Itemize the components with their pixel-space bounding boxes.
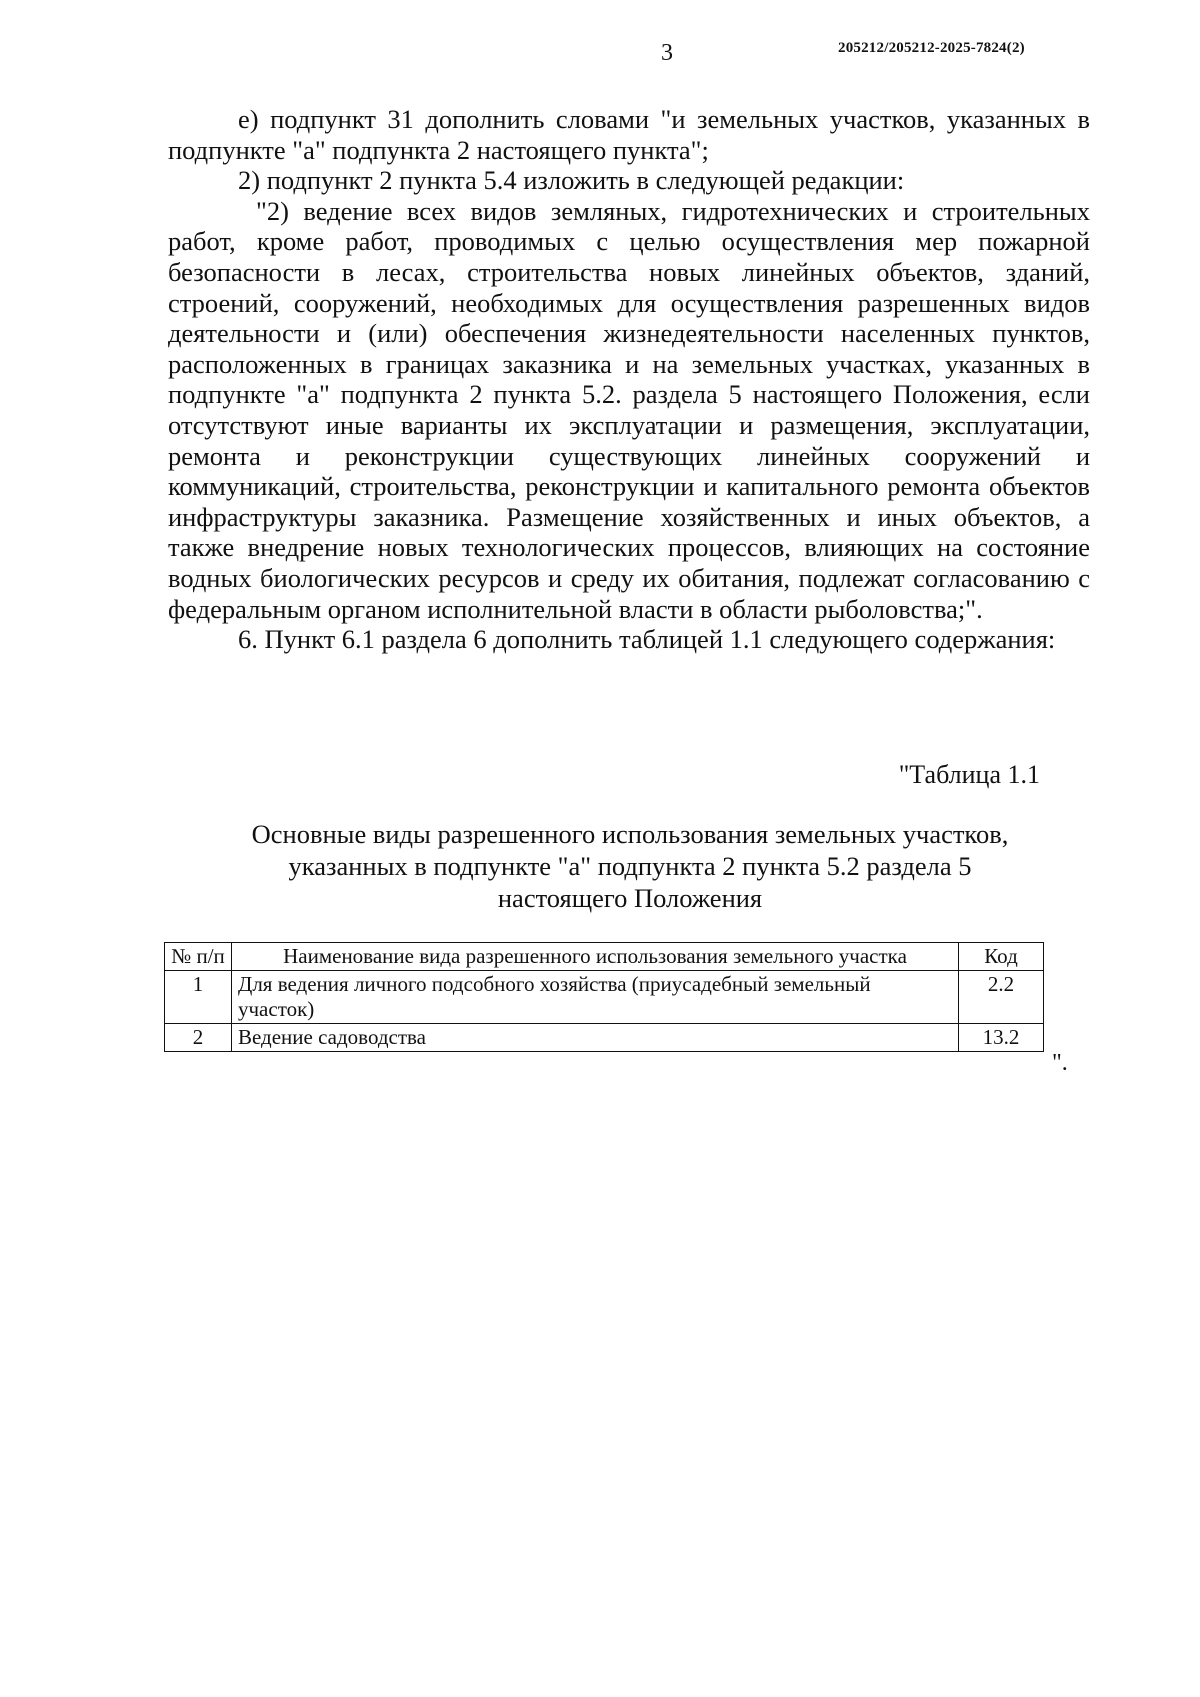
cell-num: 2 xyxy=(165,1024,232,1052)
land-use-table xyxy=(164,942,1044,1052)
table-title-line: Основные виды разрешенного использования земельных участков, xyxy=(251,819,1009,849)
table-label: "Таблица 1.1 xyxy=(898,760,1040,789)
page-number: 3 xyxy=(661,40,673,66)
table-title-line: настоящего Положения xyxy=(497,883,763,913)
document-body xyxy=(168,104,1090,655)
paragraph-item-6: 6. Пункт 6.1 раздела 6 дополнить таблицей 1.1 следующего содержания: xyxy=(238,624,1056,655)
header-name: Наименование вида разрешенного использования земельного участка xyxy=(232,943,959,971)
paragraph-item-2: 2) подпункт 2 пункта 5.4 изложить в следующей редакции: xyxy=(238,165,905,196)
closing-quote: ". xyxy=(1052,1050,1068,1076)
table-row xyxy=(165,1024,1044,1052)
cell-name: Для ведения личного подсобного хозяйства (приусадебный земельный участок) xyxy=(232,971,959,1024)
cell-code: 13.2 xyxy=(959,1024,1044,1052)
paragraph-quoted-text: "2) ведение всех видов земляных, гидротехнических и строительных работ, кроме работ, проводимых с целью осуществления мер пожарной безопасности в лесах, строительства новых линейных объектов, зданий, строений, сооружений, необходимых для осуществления разрешенных видов деятельности и (или) обеспечения жизнедеятельности населенных пунктов, расположенных в границах заказника и на земельных участках, указанных в подпункте "а" подпункта 2 пункта 5.2. раздела 5 настоящего Положения, если отсутствуют иные варианты их эксплуатации и размещения, эксплуатации, ремонта и реконструкции существующих линейных сооружений и коммуникаций, строительства, реконструкции и капитального ремонта объектов инфраструктуры заказника. Размещение хозяйственных и иных объектов, а также внедрение новых технологических процессов, влияющих на состояние водных биологических ресурсов и среду их обитания, подлежат согласованию с федеральным органом исполнительной власти в области рыболовства;". xyxy=(168,195,1090,624)
table-row xyxy=(165,971,1044,1024)
document-id: 205212/205212-2025-7824(2) xyxy=(838,40,1025,56)
table-title xyxy=(190,818,1070,914)
paragraph-subitem-e: е) подпункт 31 дополнить словами "и земельных участков, указанных в подпункте "а" подпункта 2 настоящего пункта"; xyxy=(168,104,1090,165)
table-title-line: указанных в подпункте "а" подпункта 2 пункта 5.2 раздела 5 xyxy=(288,851,972,881)
cell-code: 2.2 xyxy=(959,971,1044,1024)
header-num: № п/п xyxy=(165,943,232,971)
cell-num: 1 xyxy=(165,971,232,1024)
header-code: Код xyxy=(959,943,1044,971)
cell-name: Ведение садоводства xyxy=(232,1024,959,1052)
table-header-row xyxy=(165,943,1044,971)
